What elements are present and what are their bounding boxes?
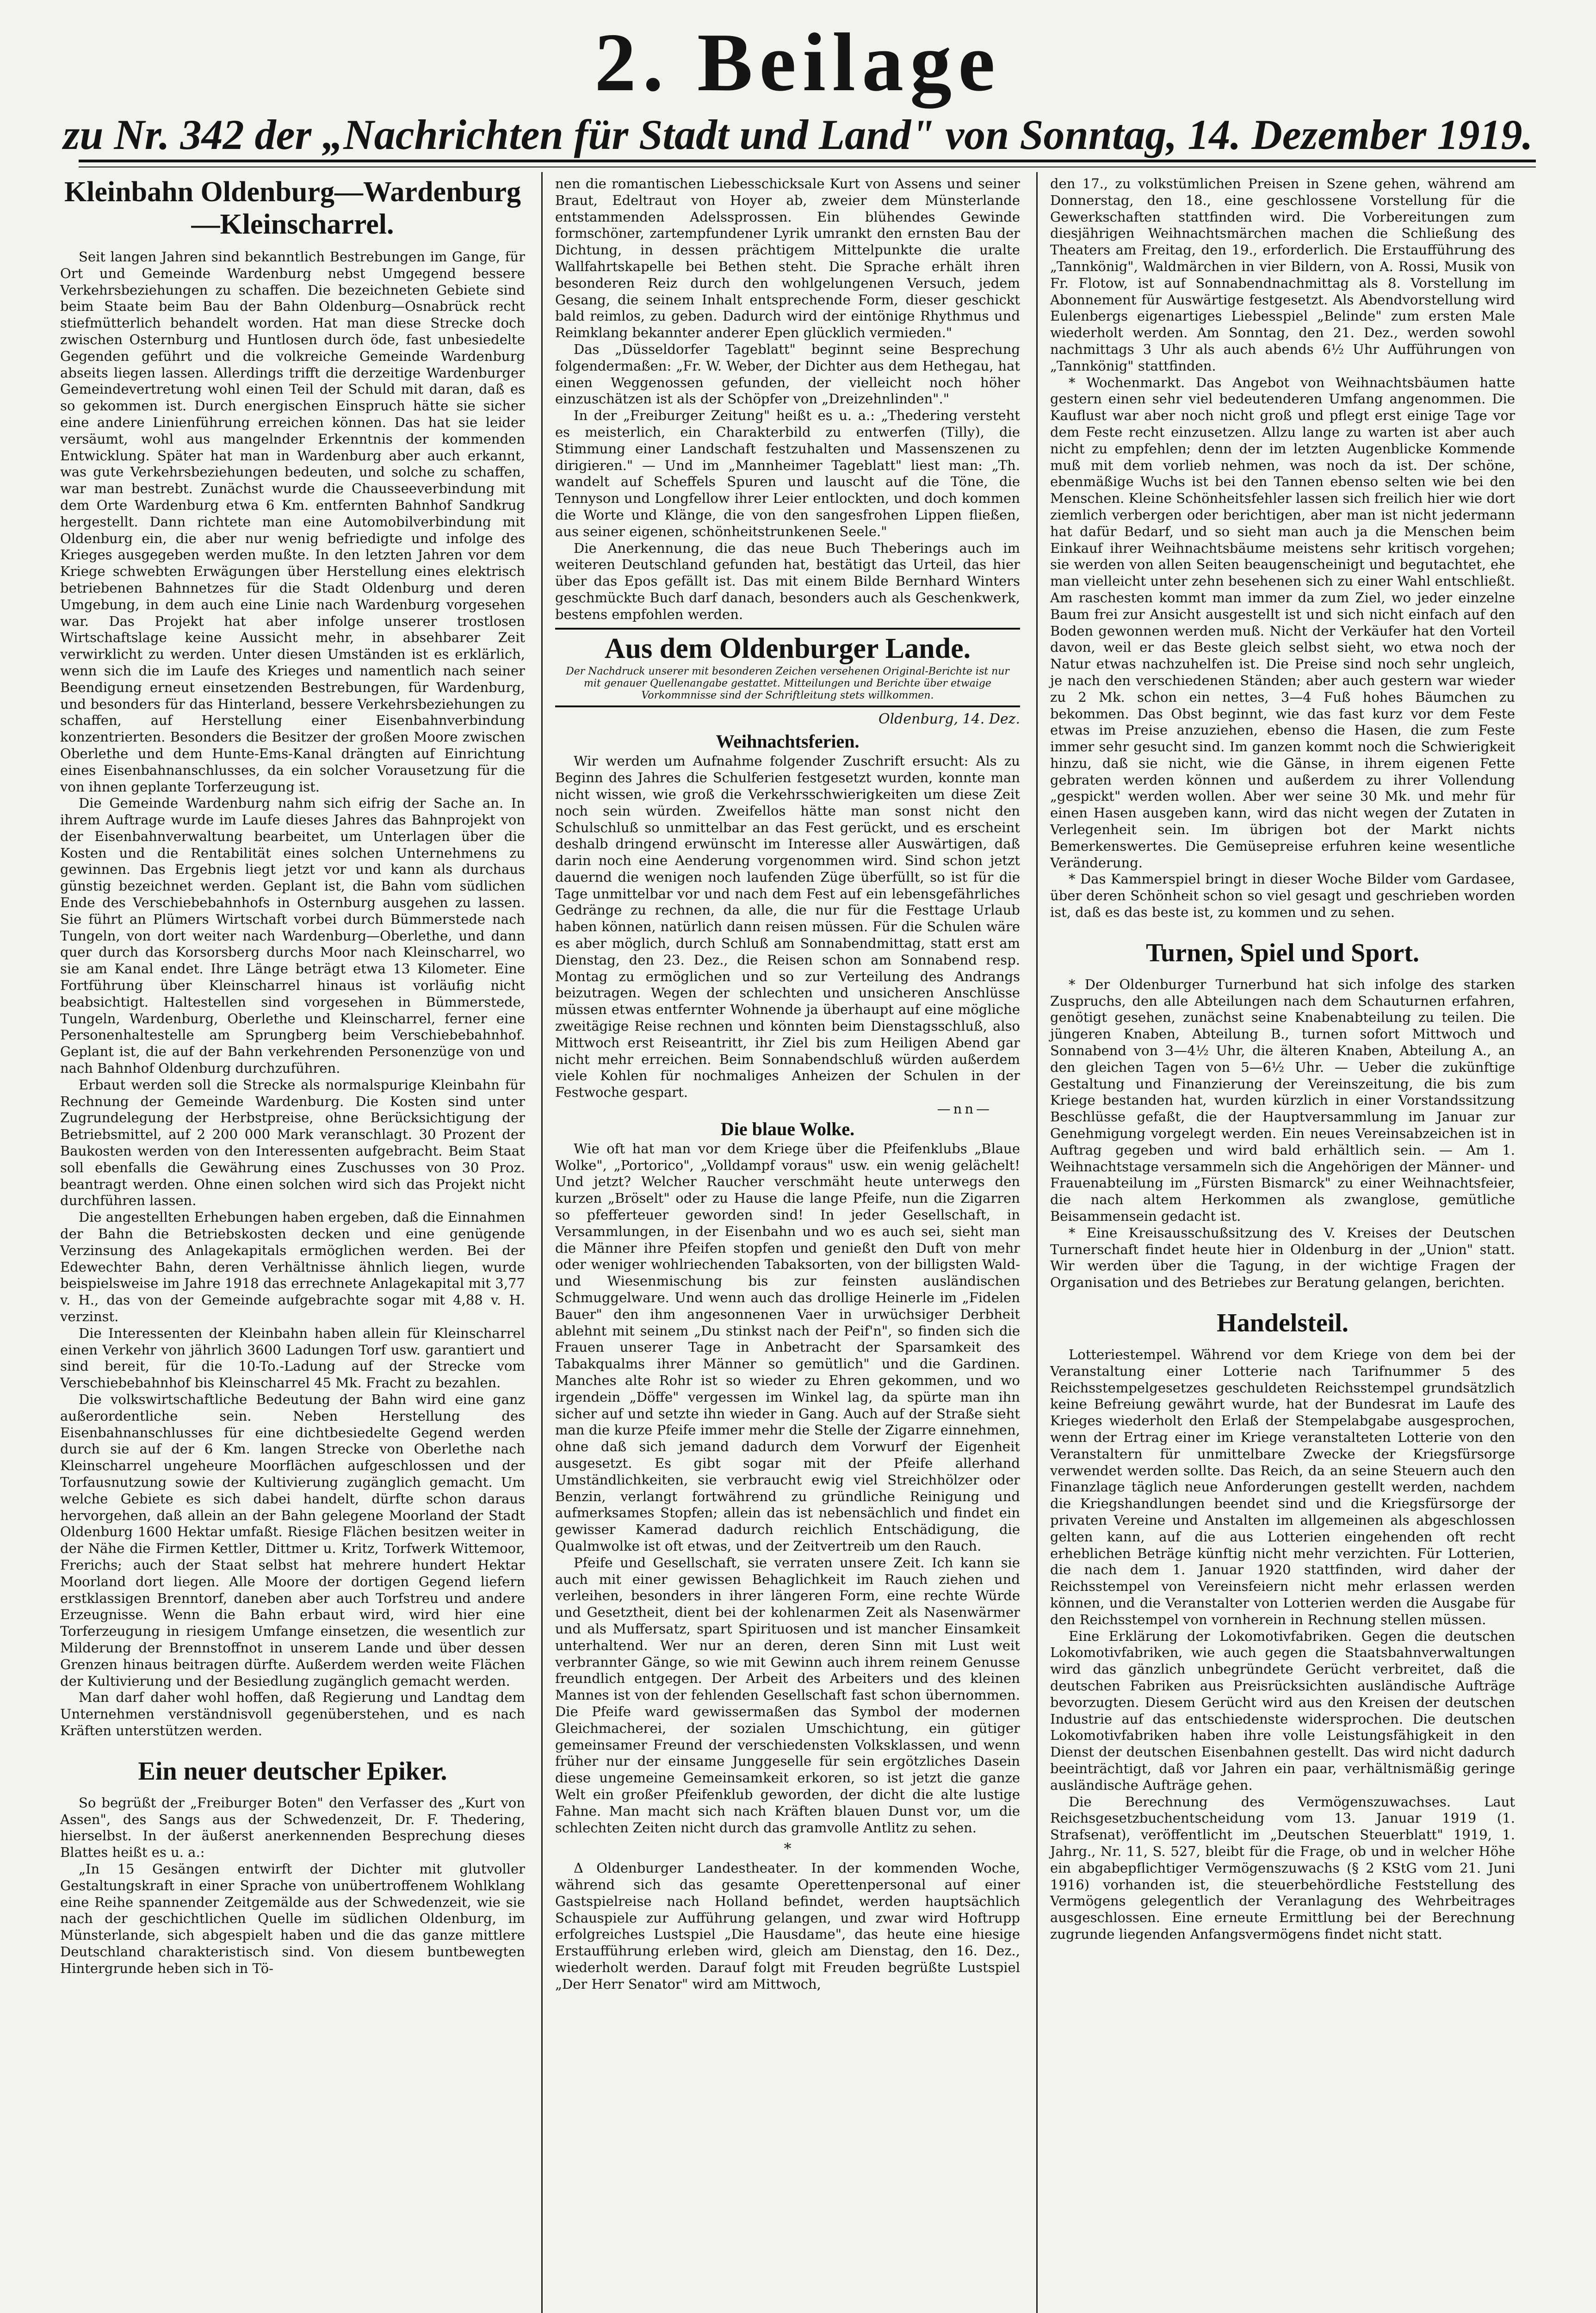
article-paragraph: Die Berechnung des Vermögenszuwachses. Laut Reichsgesetzbuchentscheidung vom 13. Januar 1919 (1. Strafsenat), veröffentlicht im „Deutschen Steuerblatt" 1919, 1. Jahrg., Nr. 11, S. 527, bleibt für die Frage, ob und in welcher Höhe ein abgabepflichtiger Vermögenszuwachs (§ 2 KStG vom 21. Juni 1916) vorhanden ist, die steuerbehördliche Feststellung des Vermögens gelegentlich der Veranlagung des Wehrbeitrages ausgeschlossen. Eine erneute Ermittlung bei der Berechnung zugrunde liegenden Anfangsvermögens findet nicht statt.: [1050, 1794, 1515, 1942]
dateline: Oldenburg, 14. Dez.: [878, 711, 1020, 727]
article-paragraph: nen die romantischen Liebesschicksale Kurt von Assens und seiner Braut, Edeltraut von Hoyer ab, zweier dem Münsterlande entstammenden Adelssprossen. Ein blühendes Gewinde formschöner, zartempfundener Lyrik umrankt den ernsten Bau der Dichtung, in dessen prächtigem Mittelpunkte die uralte Wallfahrtskapelle bei Bethen steht. Die Sprache erhält ihren besonderen Reiz durch den wohlgelungenen Versuch, jedem Gesang, die seinem Inhalt entsprechende Form, dieser geschickt bald reimlos, zu geben. Dadurch wird der eintönige Rhythmus und Reimklang bekannter anderer Epen glücklich vermieden.": [555, 176, 1020, 341]
article-heading-ferien: Weihnachtsferien.: [716, 731, 860, 752]
article-paragraph: Die angestellten Erhebungen haben ergeben, daß die Einnahmen der Bahn die Betriebskosten decken und eine genügende Verzinsung des Anlagekapitals ermöglichen werden. Bei der Edewechter Bahn, deren Verhältnisse ähnlich liegen, wurde beispielsweise im Jahre 1918 das errechnete Anlagekapital mit 3,77 v. H., das von der Gemeinde aufgebrachte sogar mit 4,88 v. H. verzinst.: [60, 1209, 525, 1324]
article-paragraph: * Das Kammerspiel bringt in dieser Woche Bilder vom Gardasee, über deren Schönheit schon so viel gesagt und geschrieben worden ist, daß es das beste ist, zu kommen und zu sehen.: [1050, 871, 1515, 921]
article-paragraph: Wir werden um Aufnahme folgender Zuschrift ersucht: Als zu Beginn des Jahres die Schulferien festgesetzt wurden, konnte man nicht wissen, wie groß die Verkehrsschwierigkeiten um diese Zeit noch sein würden. Zweifellos hätte man sonst nicht den Schulschluß so unmittelbar an das Fest gerückt, und es erscheint deshalb dringend erwünscht im Interesse aller Auswärtigen, daß darin noch eine Aenderung vorgenommen wird. Sind schon jetzt dauernd die wenigen noch laufenden Züge überfüllt, so ist für die Tage unmittelbar vor und nach dem Fest auf ein lebensgefährliches Gedränge zu rechnen, da alle, die nur für die Festtage Urlaub haben können, natürlich dann reisen müssen. Für die Schulen wäre es aber möglich, durch Schluß am Sonnabendmittag, statt erst am Dienstag, den 23. Dez., die Reisen schon am Sonnabend resp. Montag zu ermöglichen und so zur Verteilung des Andrangs beizutragen. Wegen der schlechten und unsicheren Anschlüsse müssen etwas entfernter Wohnende ja überhaupt auf eine mögliche zweitägige Reise rechnen und könnten beim Dienstagsschluß, also Mittwoch erst Reiseantritt, ihr Ziel bis zum Heiligen Abend gar nicht mehr erreichen. Beim Sonnabendschluß würden außerdem viele Kohlen für nochmaliges Anheizen der Schulen in der Festwoche gespart.: [555, 753, 1020, 1101]
article-paragraph: Pfeife und Gesellschaft, sie verraten unsere Zeit. Ich kann sie auch mit einer gewissen Behaglichkeit im Rauch ziehen und verleihen, besonders in ihrer längeren Form, eine rechte Würde und Gesetztheit, dient bei der kohlenarmen Zeit als Nasenwärmer und als Muffersatz, spart Spirituosen und ist mancher Einsamkeit unterhaltend. Wer nur an deren, deren Sinn mit Lust weit verbrannter Gänge, so wie mit Gewinn auch ihrem reinem Genusse freundlich entgegen. Der Arbeit des Arbeiters und des kleinen Mannes ist von der fehlenden Gesellschaft fast schon übernommen. Die Pfeife ward gewissermaßen das Symbol der modernen Gleichmacherei, der sozialen Umschichtung, ein gütiger gemeinsamer Freund der verschiedensten Volksklassen, und wenn früher nur der einsame Junggeselle für sein ergötzliches Dasein diese ungemeine Gemeinsamkeit erkoren, so ist jetzt die ganze Welt ein großer Pfeifenklub geworden, der dicht die alte lustige Fahne. Man macht sich nach Kräften blauen Dunst vor, um die schlechten Zeiten nicht durch das gramvolle Antlitz zu sehen.: [555, 1554, 1020, 1836]
article-paragraph: „In 15 Gesängen entwirft der Dichter mit glutvoller Gestaltungskraft in einer Sprache von unübertroffenem Wohlklang eine Reihe spannender Zeitgemälde aus der Schwedenzeit, wie sie nach der geschichtlichen Quelle im südlichen Oldenburg, im Münsterlande, sich abgespielt haben und die das ganze mittlere Deutschland charakteristisch sind. Von diesem buntbewegten Hintergrunde heben sich in Tö-: [60, 1861, 525, 1976]
article-paragraph: Seit langen Jahren sind bekanntlich Bestrebungen im Gange, für Ort und Gemeinde Wardenburg nebst Umgegend bessere Verkehrsbeziehungen zu schaffen. Die bezeichneten Gebiete sind beim Staate beim Bau der Bahn Oldenburg—Osnabrück recht stiefmütterlich behandelt worden. Hat man diese Strecke doch zwischen Osternburg und Huntlosen durch öde, fast unbesiedelte Gegenden geführt und die volkreiche Gemeinde Wardenburg abseits liegen lassen. Allerdings trifft die derzeitige Wardenburger Gemeindevertretung wohl einen Teil der Schuld mit daran, daß es so gekommen ist. Durch energischen Einspruch hätte sie sicher eine andere Linienführung erreichen können. Das hat sie leider versäumt, wohl aus mangelnder Erkenntnis der kommenden Entwicklung. Später hat man in Wardenburg aber auch erkannt, was gute Verkehrsbeziehungen bedeuten, und solche zu schaffen, war man bestrebt. Zunächst wurde die Chausseeverbindung mit dem Orte Wardenburg etwa 6 Km. entfernten Bahnhof Sandkrug hergestellt. Dann richtete man eine Automobilverbindung mit Oldenburg ein, die aber nur wenig befriedigte und infolge des Krieges ausgegeben werden mußte. In den letzten Jahren vor dem Kriege schwebten Erwägungen über Herstellung eines elektrisch betriebenen Bahnnetzes für die Stadt Oldenburg und deren Umgebung, in dem auch eine Linie nach Wardenburg vorgesehen war. Das Projekt hat aber infolge unserer trostlosen Wirtschaftslage keine Aussicht mehr, in absehbarer Zeit verwirklicht zu werden. Unter diesen Umständen ist es erklärlich, wenn sich die im Laufe des Krieges und namentlich nach seiner Beendigung erneut einsetzenden Bestrebungen, für Wardenburg, und besonders für das Hinterland, bessere Verkehrsbeziehungen zu schaffen, auf Herstellung einer Eisenbahnverbindung konzentrierten. Besonders die Besitzer der großen Moore zwischen Oberlethe und dem Hunte-Ems-Kanal drängten auf Einrichtung eines Eisenbahnanschlusses, da ein solcher Vorausetzung für die von ihnen geplante Torferzeugung ist.: [60, 249, 525, 795]
column-separator: [541, 172, 543, 2313]
article-paragraph: In der „Freiburger Zeitung" heißt es u. a.: „Thedering versteht es meisterlich, ein Charakterbild zu entwerfen (Tilly), die Stimmung einer Landschaft festzuhalten und Massenszenen zu dirigieren." — Und im „Mannheimer Tageblatt" liest man: „Th. wandelt auf Scheffels Spuren und lauscht auf die Töne, die Tennyson und Longfellow ihrer Leier entlockten, und doch kommen die Worte und Klänge, die von den sangesfrohen Lippen fließen, aus seiner eigenen, schönheitstrunkenen Seele.": [555, 408, 1020, 539]
article-heading-kleinbahn: Kleinbahn Oldenburg—Wardenburg—Kleinscharrel.: [64, 176, 521, 240]
column-separator: [1036, 172, 1038, 2313]
article-paragraph: * Der Oldenburger Turnerbund hat sich infolge des starken Zuspruchs, den alle Abteilungen nach dem Schauturnen erfahren, genötigt gesehen, zunächst seine Knabenabteilung zu teilen. Die jüngeren Knaben, Abteilung B., turnen sofort Mittwoch und Sonnabend von 3—4½ Uhr, die älteren Knaben, Abteilung A., an den gleichen Tagen von 5—6½ Uhr. — Ueber die zukünftige Gestaltung und Finanzierung der Vereinszeitung, die bis zum Kriege bestanden hat, wurden kürzlich in einer Vorstandssitzung Beschlüsse gefaßt, die der Hauptversammlung im Januar zur Genehmigung vorgelegt werden. Ein neues Vereinsabzeichen ist in Auftrag gegeben und wird bald erhältlich sein. — Am 1. Weihnachtstage versammeln sich die Angehörigen der Männer- und Frauenabteilung im „Fürsten Bismarck" zu einer Weihnachtsfeier, die nach altem Herkommen als zwanglose, gemütliche Beisammensein gedacht ist.: [1050, 976, 1515, 1225]
article-paragraph: Wie oft hat man vor dem Kriege über die Pfeifenklubs „Blaue Wolke", „Portorico", „Volldampf voraus" usw. ein wenig gelächelt! Und jetzt? Welcher Raucher verschmäht heute unterwegs den kurzen „Bröselt" oder zu Hause die lange Pfeife, nun die Zigarren so pfefferteuer geworden sind! In jeder Gesellschaft, in Versammlungen, in der Eisenbahn und wo es auch sei, sieht man die Männer ihre Pfeifen stopfen und genießt den Duft von mehr oder weniger wohlriechenden Tabaksorten, von der billigsten Wald- und Wiesenmischung bis zur feinsten ausländischen Schmuggelware. Und wenn auch das drollige Heinerle im „Fidelen Bauer" den ihm angesonnenen Vaer in urwüchsiger Derbheit ablehnt mit seinem „Du stinkst nach der Peif'n", so finden sich die Frauen unserer Tage in Anbetracht der Sparsamkeit des Tabakqualms ihrer Männer so gemütlich" und die Gardinen. Manches alte Rohr ist so wieder zu Ehren gekommen, und wo irgendein „Döffe" vergessen im Winkel lag, da spürte man ihn sicher auf und setzte ihn wieder in Gang. Auch auf der Straße sieht man die kurze Pfeife immer mehr die Stelle der Zigarre einnehmen, ohne daß sich jemand dadurch dem Vorwurf der Eigenheit ausgesetzt. Es gibt sogar mit der Pfeife allerhand Umständlichkeiten, sie verbraucht ewig viel Streichhölzer oder Benzin, verlangt fortwährend zu gründliche Reinigung und aufmerksames Stopfen; allein das ist nebensächlich und findet ein gewisser Kamerad dadurch reichlich Entschädigung, die Qualmwolke ist oft etwas, und der Zeitvertreib um den Rauch.: [555, 1140, 1020, 1554]
article-heading-wolke: Die blaue Wolke.: [720, 1118, 855, 1139]
article-paragraph: Die Interessenten der Kleinbahn haben allein für Kleinscharrel einen Verkehr von jährlich 3600 Ladungen Torf usw. garantiert und sind bereit, für die 10-To.-Ladung auf der Strecke vom Verschiebebahnhof bis Kleinscharrel 45 Mk. Fracht zu bezahlen.: [60, 1325, 525, 1391]
masthead: [0, 16, 1596, 160]
article-paragraph: * Eine Kreisausschußsitzung des V. Kreises der Deutschen Turnerschaft findet heute hier in Oldenburg in der „Union" statt. Wir werden über die Tagung, in der wichtige Fragen der Organisation und des Betriebes zur Beratung gelangen, berichten.: [1050, 1225, 1515, 1291]
author-mark: —nn—: [937, 1101, 992, 1117]
article-paragraph: den 17., zu volkstümlichen Preisen in Szene gehen, während am Donnerstag, den 18., eine geschlossene Vorstellung für die Gewerkschaften stattfinden wird. Die Vorbereitungen zum diesjährigen Weihnachtsmärchen machen die Schließung des Theaters am Freitag, den 19., erforderlich. Die Erstaufführung des „Tannkönig", Waldmärchen in vier Bildern, von A. Rossi, Musik von Fr. Flotow, ist auf Sonnabendnachmittag als 8. Vorstellung im Abonnement für Auswärtige festgesetzt. Als Abendvorstellung wird Eulenbergs eigenartiges Liebesspiel „Belinde" zum ersten Male wiederholt werden. Am Sonntag, den 21. Dez., werden sowohl nachmittags 3 Uhr als auch abends 6½ Uhr Aufführungen von „Tannkönig" stattfinden.: [1050, 176, 1515, 374]
column-2: [555, 176, 1020, 1992]
masthead-rule: [79, 160, 1536, 162]
article-paragraph: Die volkswirtschaftliche Bedeutung der Bahn wird eine ganz außerordentliche sein. Neben Herstellung des Eisenbahnanschlusses für eine dichtbesiedelte Gegend werden durch sie auf der 6 Km. langen Strecke von Oberlethe nach Kleinscharrel ungeheure Moorflächen aufgeschlossen und der Torfausnutzung sowie der Kultivierung zugänglich gemacht. Um welche Gebiete es sich dabei handelt, dürfte schon daraus hervorgehen, daß allein an der Bahn gelegene Moorland der Stadt Oldenburg 1600 Hektar umfaßt. Riesige Flächen besitzen weiter in der Nähe die Firmen Kettler, Dittmer u. Kritz, Torfwerk Wittemoor, Frerichs; auch der Staat selbst hat mehrere hundert Hektar Moorland dort liegen. Alle Moore der dortigen Gegend liefern erstklassigen Brenntorf, daneben aber auch Torfstreu und andere Erzeugnisse. Wenn die Bahn erbaut wird, wird hier eine Torferzeugung in riesigem Umfange einsetzen, die wesentlich zur Milderung der Brennstoffnot in unserem Lande und über dessen Grenzen hinaus beitragen dürfte. Außerdem werden weite Flächen der Kultivierung und der Besiedlung zugänglich gemacht werden.: [60, 1391, 525, 1689]
article-paragraph: Man darf daher wohl hoffen, daß Regierung und Landtag dem Unternehmen verständnisvoll gegenüberstehen, und es nach Kräften unterstützen werden.: [60, 1689, 525, 1738]
supplement-title: 2. Beilage: [594, 16, 1002, 108]
section-heading-lande: Aus dem Oldenburger Lande.: [604, 632, 971, 664]
section-heading-turnen: Turnen, Spiel und Sport.: [1146, 938, 1419, 967]
article-heading-epiker: Ein neuer deutscher Epiker.: [138, 1756, 447, 1786]
reprint-note: Der Nachdruck unserer mit besonderen Zeichen versehenen Original-Berichte ist nur mit genauer Quellenangabe gestattet. Mitteilungen und Berichte über etwaige Vorkommnisse sind der Schriftleitung stets willkommen.: [566, 665, 1009, 701]
article-paragraph: Die Gemeinde Wardenburg nahm sich eifrig der Sache an. In ihrem Auftrage wurde im Laufe dieses Jahres das Bahnprojekt von der Eisenbahnverwaltung bearbeitet, um Unterlagen über die Kosten und die Rentabilität eines solchen Unternehmens zu gewinnen. Das Ergebnis liegt jetzt vor und kann als durchaus günstig bezeichnet werden. Geplant ist, die Bahn vom südlichen Ende des Verschiebebahnhofs in Osternburg ausgehen zu lassen. Sie führt an Plümers Wirtschaft vorbei durch Bümmerstede nach Tungeln, von dort weiter nach Wardenburg—Oberlethe, und dann quer durch das Korsorsberg durchs Moor nach Kleinscharrel, wo sie am Kanal endet. Ihre Länge beträgt etwa 13 Kilometer. Eine Fortführung über Kleinscharrel hinaus ist vorläufig nicht beabsichtigt. Haltestellen sind vorgesehen in Bümmerstede, Tungeln, Wardenburg, Oberlethe und Kleinscharrel, ferner eine Personenhaltestelle am Sprungberg beim Verschiebebahnhof. Geplant ist, die auf der Bahn verkehrenden Personenzüge von und nach Bahnhof Oldenburg durchzuführen.: [60, 795, 525, 1076]
article-paragraph: Erbaut werden soll die Strecke als normalspurige Kleinbahn für Rechnung der Gemeinde Wardenburg. Die Kosten sind unter Zugrundelegung der Herbstpreise, ohne Berücksichtigung der Betriebsmittel, auf 2 200 000 Mark veranschlagt. 30 Prozent der Baukosten werden von den Interessenten aufgebracht. Beim Staat soll ebenfalls die Gewährung eines Zuschusses von 30 Proz. beantragt werden. Ohne einen solchen wird sich das Projekt nicht durchführen lassen.: [60, 1076, 525, 1209]
article-paragraph: Δ Oldenburger Landestheater. In der kommenden Woche, während sich das gesamte Operettenpersonal auf einer Gastspielreise nach Holland befindet, werden hauptsächlich Schauspiele zur Aufführung gelangen, und zwar wird Hoftrupp erfolgreiches Lustspiel „Die Hausdame", das heute eine hiesige Erstaufführung erleben wird, gleich am Dienstag, den 16. Dez., wiederholt werden. Darauf folgt mit Freuden begrüßte Lustspiel „Der Herr Senator" wird am Mittwoch,: [555, 1860, 1020, 1992]
article-paragraph: Lotteriestempel. Während vor dem Kriege von dem bei der Veranstaltung einer Lotterie nach Tarifnummer 5 des Reichsstempelgesetzes geschuldeten Reichsstempel grundsätzlich keine Befreiung gewährt wurde, hat der Bundesrat im Laufe des Krieges wiederholt den Erlaß der Stempelabgabe ausgesprochen, wenn der Ertrag einer im Kriege veranstalteten Lotterie von den Veranstaltern für unmittelbare Zwecke der Kriegsfürsorge verwendet werden sollte. Das Reich, da an seine Steuern auch den Finanzlage täglich neue Anforderungen gestellt werden, nachdem die Kriegshandlungen beendet sind und die Kriegsfürsorge der privaten Vereine und Anstalten im allgemeinen als abgeschlossen gelten kann, auf die aus Lotterien eingehenden oft recht erheblichen Beträge künftig nicht mehr verzichten. Für Lotterien, die nach dem 1. Januar 1920 stattfinden, wird daher der Reichsstempel von Vereinsfeiern nicht mehr erlassen werden können, und die Veranstalter von Lotterien werden die Ausgabe für den Reichsstempel von vornherein in Rechnung stellen müssen.: [1050, 1347, 1515, 1627]
article-paragraph: Die Anerkennung, die das neue Buch Theberings auch im weiteren Deutschland gefunden hat, bestätigt das Urteil, das hier über das Epos gefällt ist. Das mit einem Bilde Bernhard Winters geschmückte Buch darf danach, besonders auch als Geschenkwerk, bestens empfohlen werden.: [555, 540, 1020, 622]
article-paragraph: So begrüßt der „Freiburger Boten" den Verfasser des „Kurt von Assen", des Sangs aus der Schwedenzeit, Dr. F. Thedering, hierselbst. In der äußerst anerkennenden Besprechung dieses Blattes heißt es u. a.:: [60, 1794, 525, 1861]
article-paragraph: * Wochenmarkt. Das Angebot von Weihnachtsbäumen hatte gestern einen sehr viel bedeutenderen Umfang angenommen. Die Kauflust war aber noch nicht groß und pflegt erst einige Tage vor dem Feste recht einzusetzen. Allzu lange zu warten ist aber auch nicht zu empfehlen; denn der im letzten Augenblicke Kommende muß mit dem vorlieb nehmen, was noch da ist. Der schöne, ebenmäßige Wuchs ist bei den Tannen ebenso selten wie bei den Menschen. Kleine Schönheitsfehler lassen sich freilich hier wie dort ziemlich verbergen oder berichtigen, aber man ist nicht jedermann hat dafür Bedarf, und so sieht man auch ja die Menschen beim Einkauf ihrer Weihnachtsbäume meistens sehr kritisch vorgehen; sie werden von allen Seiten beaugenscheinigt und begutachtet, ehe man vielleicht unter zehn besehenen sich zu einer Wahl entschließt. Am raschesten kommt man immer da zum Ziel, wo jeder einzelne Baum frei zur Ansicht ausgestellt ist und sich nicht einfach auf den Boden gewonnen werden muß. Nicht der Verkäufer hat den Vorteil davon, weil er das Beste gleich selbst sieht, wo etwa noch der Natur etwas nachzuhelfen ist. Die Preise sind noch sehr ungleich, je nach den verschiedenen Ständen; aber auch gestern war wieder zu 2 Mk. schon ein nettes, 3—4 Fuß hohes Bäumchen zu bekommen. Das Obst beginnt, wie das fast kurz vor dem Feste etwas im Preise anzuziehen, ebenso die Hasen, die zum Feste immer sehr gesucht sind. Im ganzen kommt noch die Schwierigkeit hinzu, daß sie nicht, wie die Gänse, in ihrem eigenen Fette gebraten werden können und außerdem zu ihrer Vollendung „gespickt" werden wollen. Aber wer seine 30 Mk. und mehr für einen Hasen ausgeben kann, wird das nicht wegen der Zutaten in Verlegenheit sein. Im übrigen bot der Markt nichts Bemerkenswertes. Die Gemüsepreise erfuhren keine wesentliche Veränderung.: [1050, 374, 1515, 871]
column-1: [60, 176, 525, 1977]
issue-line: zu Nr. 342 der „Nachrichten für Stadt und Land" von Sonntag, 14. Dezember 1919.: [63, 111, 1533, 158]
column-3: [1050, 176, 1515, 1943]
separator-star: *: [784, 1840, 792, 1858]
article-paragraph: Das „Düsseldorfer Tageblatt" beginnt seine Besprechung folgendermaßen: „Fr. W. Weber, der Dichter aus dem Hethegau, hat einen Weggenossen gefunden, der vielleicht noch höher einzuschätzen ist als der Schöpfer von „Dreizehnlinden".": [555, 341, 1020, 407]
section-header-box: [555, 628, 1020, 707]
section-heading-handel: Handelsteil.: [1217, 1309, 1349, 1337]
article-paragraph: Eine Erklärung der Lokomotivfabriken. Gegen die deutschen Lokomotivfabriken, wie auch gegen die Staatsbahnverwaltungen wird das gänzlich unbegründete Gerücht verbreitet, daß die deutschen Fabriken aus Preisrücksichten ausländische Aufträge bevorzugten. Diesem Gerücht wird aus den Kreisen der deutschen Industrie auf das entschiedenste widersprochen. Die deutschen Lokomotivfabriken haben ihre volle Leistungsfähigkeit in den Dienst der deutschen Eisenbahnen gestellt. Das wird nicht dadurch beeinträchtigt, daß vor Jahren ein paar, verhältnismäßig geringe ausländische Aufträge gehen.: [1050, 1628, 1515, 1793]
